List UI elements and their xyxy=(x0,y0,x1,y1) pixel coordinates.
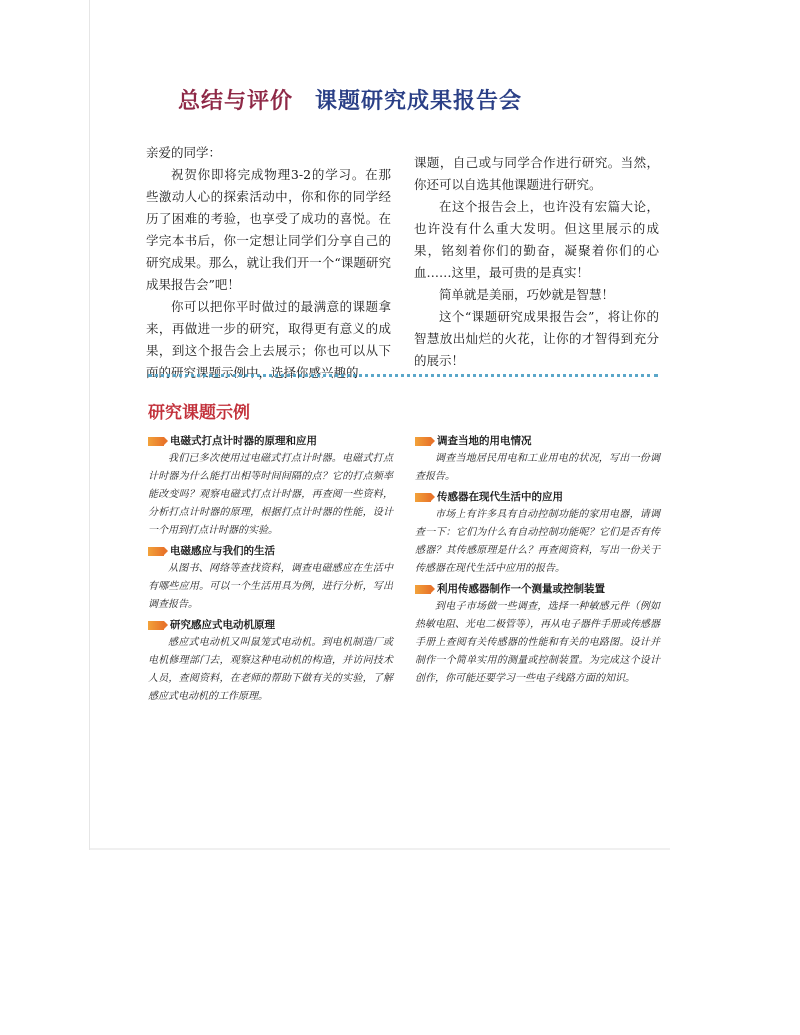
topic-title: 电磁感应与我们的生活 xyxy=(170,545,275,557)
topic-heading xyxy=(148,542,393,560)
page-title: 课题研究成果报告会 xyxy=(315,88,523,114)
topic-title: 调查当地的用电情况 xyxy=(437,435,532,447)
topic-body: 从图书、网络等查找资料，调查电磁感应在生活中有哪些应用。可以一个生活用具为例，进行分析，写出调查报告。 xyxy=(148,563,393,610)
tag-icon xyxy=(148,547,164,556)
topic-body: 市场上有许多具有自动控制功能的家用电器，请调查一下：它们为什么有自动控制功能呢？它们是否有传感器？其传感原理是什么？再查阅资料，写出一份关于传感器在现代生活中应用的报告。 xyxy=(415,509,660,574)
dotted-divider xyxy=(148,374,658,377)
topic-item xyxy=(148,616,393,706)
topic-item xyxy=(148,542,393,614)
topic-heading xyxy=(415,488,660,506)
page-header xyxy=(178,84,628,118)
intro-paragraph: 这个“课题研究成果报告会”，将让你的智慧放出灿烂的火花，让你的才智得到充分的展示！ xyxy=(414,309,659,368)
tag-icon xyxy=(415,493,431,502)
topic-heading xyxy=(415,580,660,598)
intro-paragraph: 在这个报告会上，也许没有宏篇大论，也许没有什么重大发明。但这里展示的成果，铭刻着你们的勤奋，凝聚着你们的心血……这里，最可贵的是真实！ xyxy=(414,199,659,280)
topic-title: 研究感应式电动机原理 xyxy=(170,619,275,631)
tag-icon xyxy=(148,621,164,630)
topic-heading xyxy=(415,432,660,450)
topic-body: 调查当地居民用电和工业用电的状况，写出一份调查报告。 xyxy=(415,453,660,482)
page xyxy=(90,0,670,850)
topic-item xyxy=(415,580,660,688)
topic-item xyxy=(415,432,660,486)
topic-body: 感应式电动机又叫鼠笼式电动机。到电机制造厂或电机修理部门去，观察这种电动机的构造，并访问技术人员，查阅资料，在老师的帮助下做有关的实验，了解感应式电动机的工作原理。 xyxy=(148,637,393,702)
intro-greeting: 亲爱的同学： xyxy=(146,145,222,160)
topic-title: 电磁式打点计时器的原理和应用 xyxy=(170,435,317,447)
examples-right-column xyxy=(415,432,660,690)
intro-paragraph: 你可以把你平时做过的最满意的课题拿来，再做进一步的研究，取得更有意义的成果，到这个报告会上去展示；你也可以从下面的研究课题示例中，选择你感兴趣的 xyxy=(146,299,391,380)
examples-left-column xyxy=(148,432,393,708)
topic-body: 我们已多次使用过电磁式打点计时器。电磁式打点计时器为什么能打出相等时间间隔的点？它的打点频率能改变吗？观察电磁式打点计时器，再查阅一些资料，分析打点计时器的原理，根据打点计时器的性能，设计一个用到打点计时器的实验。 xyxy=(148,453,393,536)
intro-paragraph: 课题，自己或与同学合作进行研究。当然，你还可以自选其他课题进行研究。 xyxy=(414,155,659,192)
intro-paragraph: 简单就是美丽，巧妙就是智慧！ xyxy=(439,287,615,302)
tag-icon xyxy=(415,437,431,446)
topic-heading xyxy=(148,432,393,450)
topic-title: 传感器在现代生活中的应用 xyxy=(437,491,563,503)
tag-icon xyxy=(415,585,431,594)
page-edge xyxy=(89,0,90,850)
section-title: 研究课题示例 xyxy=(148,403,250,423)
topic-item xyxy=(415,488,660,578)
topic-title: 利用传感器制作一个测量或控制装置 xyxy=(437,583,605,595)
page-bottom-edge xyxy=(90,848,670,850)
intro-left-column xyxy=(146,142,391,384)
intro-right-column xyxy=(414,152,659,372)
intro-paragraph: 祝贺你即将完成物理3-2的学习。在那些激动人心的探索活动中，你和你的同学经历了困难的考验，也享受了成功的喜悦。在学完本书后，你一定想让同学们分享自己的研究成果。那么，就让我们开一个“课题研究成果报告会”吧！ xyxy=(146,167,391,292)
header-label: 总结与评价 xyxy=(178,88,294,114)
topic-body: 到电子市场做一些调查，选择一种敏感元件（例如热敏电阻、光电二极管等），再从电子器件手册或传感器手册上查阅有关传感器的性能和有关的电路图。设计并制作一个简单实用的测量或控制装置。为完成这个设计创作，你可能还要学习一些电子线路方面的知识。 xyxy=(415,601,660,684)
topic-heading xyxy=(148,616,393,634)
topic-item xyxy=(148,432,393,540)
tag-icon xyxy=(148,437,164,446)
